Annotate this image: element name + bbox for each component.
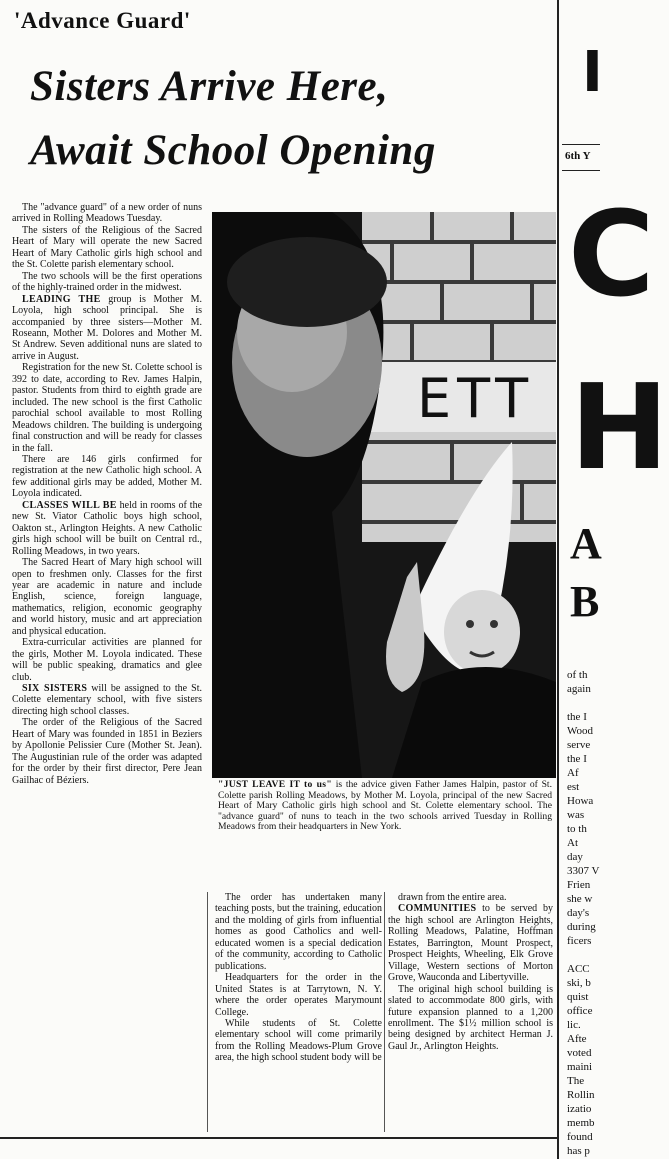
headline-line-2: Await School Opening [30, 127, 436, 174]
edge-big-letter-1: C [568, 185, 655, 323]
article-paragraph [12, 683, 202, 717]
article-paragraph [12, 637, 202, 683]
paragraph-text: group is Mother M. Loyola, high school principal. She is accompanied by three sisters—Mother M. Roseann, Mother M. Dolores and Mother M. St Andrew. Seven additional nuns are slated to arrive in August. [12, 293, 202, 362]
headline-line-1: Sisters Arrive Here, [30, 63, 389, 110]
article-column-3 [388, 892, 553, 1052]
paragraph-text: Registration for the new St. Colette school is 392 to date, according to Rev. James Halpin, pastor. Students from third to eighth grade are included. The new school is the first Catholic parochial school available to most Rolling Meadows children. The building is undergoing final construction and will be ready for classes in the fall. [12, 362, 202, 454]
edge-text-line: office [567, 1005, 593, 1017]
edge-mid-letter-1: A [570, 519, 602, 568]
paragraph-text: There are 146 girls confirmed for registration at the new Catholic high school. A few additional girls may be added, Mother M. Loyola indicated. [12, 453, 202, 500]
edge-text-line: The [567, 1075, 585, 1087]
edge-text-line: she w [567, 893, 593, 905]
edge-text-line: voted [567, 1047, 592, 1059]
paragraph-lead: CLASSES WILL BE [22, 499, 117, 511]
edge-text-line: of th [567, 669, 588, 681]
edge-text-line: serve [567, 739, 591, 751]
edge-text-line: the I [567, 753, 587, 765]
edge-text-line: izatio [567, 1103, 592, 1115]
edge-text-line: lic. [567, 1019, 581, 1031]
edge-text-line: quist [567, 991, 589, 1003]
paragraph-lead: COMMUNITIES [398, 903, 477, 915]
article-paragraph [12, 202, 202, 225]
edge-text-line: the I [567, 711, 587, 723]
edge-text-line: maini [567, 1061, 593, 1073]
article-paragraph [215, 892, 382, 972]
article-paragraph [12, 271, 202, 294]
edge-text-line: during [567, 921, 596, 933]
edge-year-rule-bottom [562, 170, 600, 171]
paragraph-text: The order of the Religious of the Sacred Heart of Mary was founded in 1851 in Beziers by Apollonie Pelissier Cure (Mother St. Jean). The Augustinian rule of the order was adapted for the order by their first director, Pere Jean Gailhac of Béziers. [12, 717, 202, 786]
edge-text-line: ski, b [567, 977, 591, 989]
photo-illustration [212, 212, 556, 778]
edge-text-line: was [567, 809, 585, 821]
paragraph-text: The two schools will be the first operations of the highly-trained order in the midwest. [12, 270, 202, 294]
edge-text-line: ACC [567, 963, 590, 975]
edge-text-line: At [567, 837, 578, 849]
edge-text-line: found [567, 1131, 593, 1143]
right-column-rule [557, 0, 559, 1159]
edge-year-rule-top [562, 144, 600, 145]
article-paragraph [215, 972, 382, 1018]
article-paragraph [215, 1018, 382, 1064]
paragraph-text: The original high school building is slated to accommodate 800 girls, with future expansion planned to a 1,200 enrollment. The $1½ million school is being designed by architect Herman J. Gaul Jr., Arlington Heights. [388, 983, 553, 1052]
column-divider-2-3 [384, 892, 385, 1132]
edge-text-line [567, 696, 600, 710]
caption-lead: "JUST LEAVE IT to us" [218, 779, 332, 790]
article-paragraph [388, 903, 553, 983]
edge-text-line: memb [567, 1117, 595, 1129]
edge-text-line: again [567, 683, 591, 695]
paragraph-text: The sisters of the Religious of the Sacred Heart of Mary will operate the new Sacred Heart of Mary Catholic girls high school and the St. Colette parish elementary school. [12, 224, 202, 271]
paragraph-text: Headquarters for the order in the United States is at Tarrytown, N. Y. where the order operates Marymount College. [215, 972, 382, 1018]
paragraph-text: drawn from the entire area. [398, 892, 507, 903]
bottom-rule [0, 1137, 557, 1139]
edge-text-line: Afte [567, 1033, 587, 1045]
edge-text-line: Af [567, 767, 579, 779]
edge-text-line: ficers [567, 935, 592, 947]
article-column-1 [12, 202, 202, 786]
edge-text-line: Rollin [567, 1089, 595, 1101]
edge-big-letter-2: H [570, 358, 669, 496]
paragraph-text: The "advance guard" of a new order of nuns arrived in Rolling Meadows Tuesday. [12, 202, 202, 225]
edge-text-line: day [567, 851, 583, 863]
article-paragraph [388, 984, 553, 1053]
kicker: 'Advance Guard' [14, 8, 191, 33]
news-photo [212, 212, 556, 778]
edge-year-label: 6th Y [565, 150, 591, 162]
column-divider-1-2 [207, 892, 208, 1132]
article-paragraph [12, 557, 202, 637]
edge-text-line: Frien [567, 879, 591, 891]
photo-caption [218, 780, 552, 833]
edge-text-line: Wood [567, 725, 594, 737]
article-paragraph [12, 362, 202, 454]
edge-text-line: to th [567, 823, 587, 835]
paragraph-text: held in rooms of the new St. Viator Catholic boys high school, Oakton st., Arlington Heights. A new Catholic girls high school will be built on Central rd., Rolling Meadows, in two years. [12, 499, 203, 557]
paragraph-lead: SIX SISTERS [22, 683, 88, 695]
article-paragraph [12, 500, 202, 557]
article-paragraph [12, 294, 202, 363]
caption-body: is the advice given Father James Halpin, pastor of St. Colette parish Rolling Meadows, by Mother M. Loyola, principal of the new Sacred Heart of Mary Catholic girls high school and St. Colette elementary school. The "advance guard" of nuns to teach in the two schools arrived Tuesday in Rolling Meadows from their headquarters in New York. [218, 779, 552, 833]
paragraph-lead: LEADING THE [22, 293, 101, 305]
edge-text-line: day's [567, 907, 590, 919]
edge-text-line: Howa [567, 795, 594, 807]
edge-top-letter: I [582, 40, 603, 105]
edge-text-line: est [567, 781, 580, 793]
edge-text-line: has p [567, 1145, 590, 1157]
edge-text-lines [567, 668, 600, 1158]
paragraph-text: will be assigned to the St. Colette elementary school, with five sisters directing high school classes. [12, 683, 202, 717]
edge-text-line [567, 948, 600, 962]
edge-text-line: 3307 V [567, 865, 600, 877]
article-paragraph [12, 225, 202, 271]
article-paragraph [12, 717, 202, 786]
paragraph-text: to be served by the high school are Arlington Heights, Rolling Meadows, Palatine, Hoffman Estates, Barrington, Mount Prospect, Prospect Heights, Wheeling, Elk Grove Village, Western sections of Morton Grove, Wauconda and Libertyville. [388, 903, 553, 984]
paragraph-text: Extra-curricular activities are planned for the girls, Mother M. Loyola indicated. These will be public speaking, dramatics and glee club. [12, 637, 202, 683]
sign-text: ETT [417, 367, 535, 430]
paragraph-text: The order has undertaken many teaching posts, but the training, education and the molding of girls from influential homes as good Catholics and well-educated women is a special dedication of the community, according to Catholic publications. [215, 892, 382, 972]
article-paragraph [388, 892, 553, 903]
article-column-2 [215, 892, 382, 1064]
paragraph-text: While students of St. Colette elementary school will come primarily from the Rolling Meadows-Plum Grove area, the high school student body will be [215, 1017, 382, 1064]
article-paragraph [12, 454, 202, 500]
paragraph-text: The Sacred Heart of Mary high school will open to freshmen only. Classes for the first year are academic in nature and include English, science, foreign language, mathematics, religion, economic geography and world history, music and art appreciation and physical education. [12, 557, 202, 637]
edge-mid-letter-2: B [570, 577, 600, 626]
